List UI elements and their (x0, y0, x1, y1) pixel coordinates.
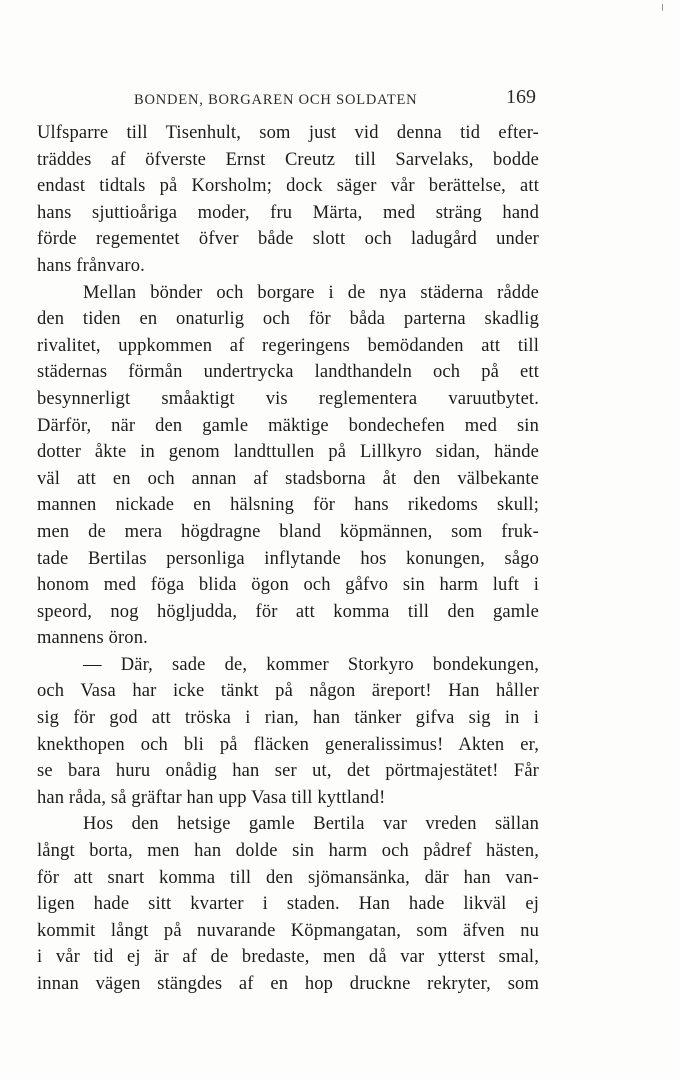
text-line: förde regementet öfver både slott och ladugård under (37, 229, 539, 250)
text-line: mannen nickade en hälsning för hans rikedoms skull; (37, 495, 539, 516)
text-line: dotter åkte in genom landttullen på Lillkyro sidan, hände (37, 442, 539, 463)
text-line: städernas förmån undertrycka landthandeln och på ett (37, 362, 539, 383)
text-line: träddes af öfverste Ernst Creutz till Sarvelaks, bodde (37, 149, 539, 170)
text-line: speord, nog högljudda, för att komma till den gamle (37, 601, 539, 622)
scan-mark (662, 4, 663, 11)
text-line: besynnerligt småaktigt vis reglementera varuutbytet. (37, 388, 539, 409)
text-line: rivalitet, uppkommen af regeringens bemödanden att till (37, 335, 539, 356)
text-line: i vår tid ej är af de bredaste, men då var ytterst smal, (37, 947, 539, 968)
text-line: och Vasa har icke tänkt på någon äreport! Han håller (37, 681, 539, 702)
text-line: — Där, sade de, kommer Storkyro bondekungen, (83, 654, 539, 675)
text-line: endast tidtals på Korsholm; dock säger vår berättelse, att (37, 176, 539, 197)
page-number: 169 (506, 86, 536, 108)
text-line: väl att en och annan af stadsborna åt den välbekante (37, 468, 539, 489)
text-line: Hos den hetsige gamle Bertila var vreden sällan (83, 814, 539, 835)
body-text (37, 120, 539, 998)
text-line: den tiden en onaturlig och för båda parterna skadlig (37, 309, 539, 330)
text-line: han råda, så gräftar han upp Vasa till kyttland! (37, 787, 386, 808)
text-line: för att snart komma till den sjömansänka, där han van- (37, 867, 539, 888)
text-line: innan vägen stängdes af en hop druckne rekryter, som (37, 974, 539, 994)
text-line: Därför, när den gamle mäktige bondechefen med sin (37, 415, 539, 436)
text-line: knekthopen och bli på fläcken generalissimus! Akten er, (37, 734, 539, 755)
text-line: men de mera högdragne bland köpmännen, som fruk- (37, 521, 539, 542)
text-line: sig för god att tröska i rian, han tänker gifva sig in i (37, 708, 539, 729)
text-line: hans sjuttioåriga moder, fru Märta, med sträng hand (37, 202, 539, 223)
text-line: se bara huru onådig han ser ut, det pörtmajestätet! Får (37, 761, 539, 782)
text-line: tade Bertilas personliga inflytande hos konungen, sågo (37, 548, 539, 569)
text-line: ligen hade sitt kvarter i staden. Han hade likväl ej (37, 894, 539, 915)
text-line: Mellan bönder och borgare i de nya städerna rådde (83, 282, 539, 303)
text-line: Ulfsparre till Tisenhult, som just vid denna tid efter- (37, 123, 539, 143)
text-line: kommit långt på nuvarande Köpmangatan, som äfven nu (37, 920, 539, 941)
text-line: mannens öron. (37, 628, 148, 649)
running-title: BONDEN, BORGAREN OCH SOLDATEN (134, 92, 418, 108)
text-line: hans frånvaro. (37, 255, 145, 276)
text-line: honom med föga blida ögon och gåfvo sin harm luft i (37, 575, 539, 596)
text-line: långt borta, men han dolde sin harm och pådref hästen, (37, 841, 539, 862)
